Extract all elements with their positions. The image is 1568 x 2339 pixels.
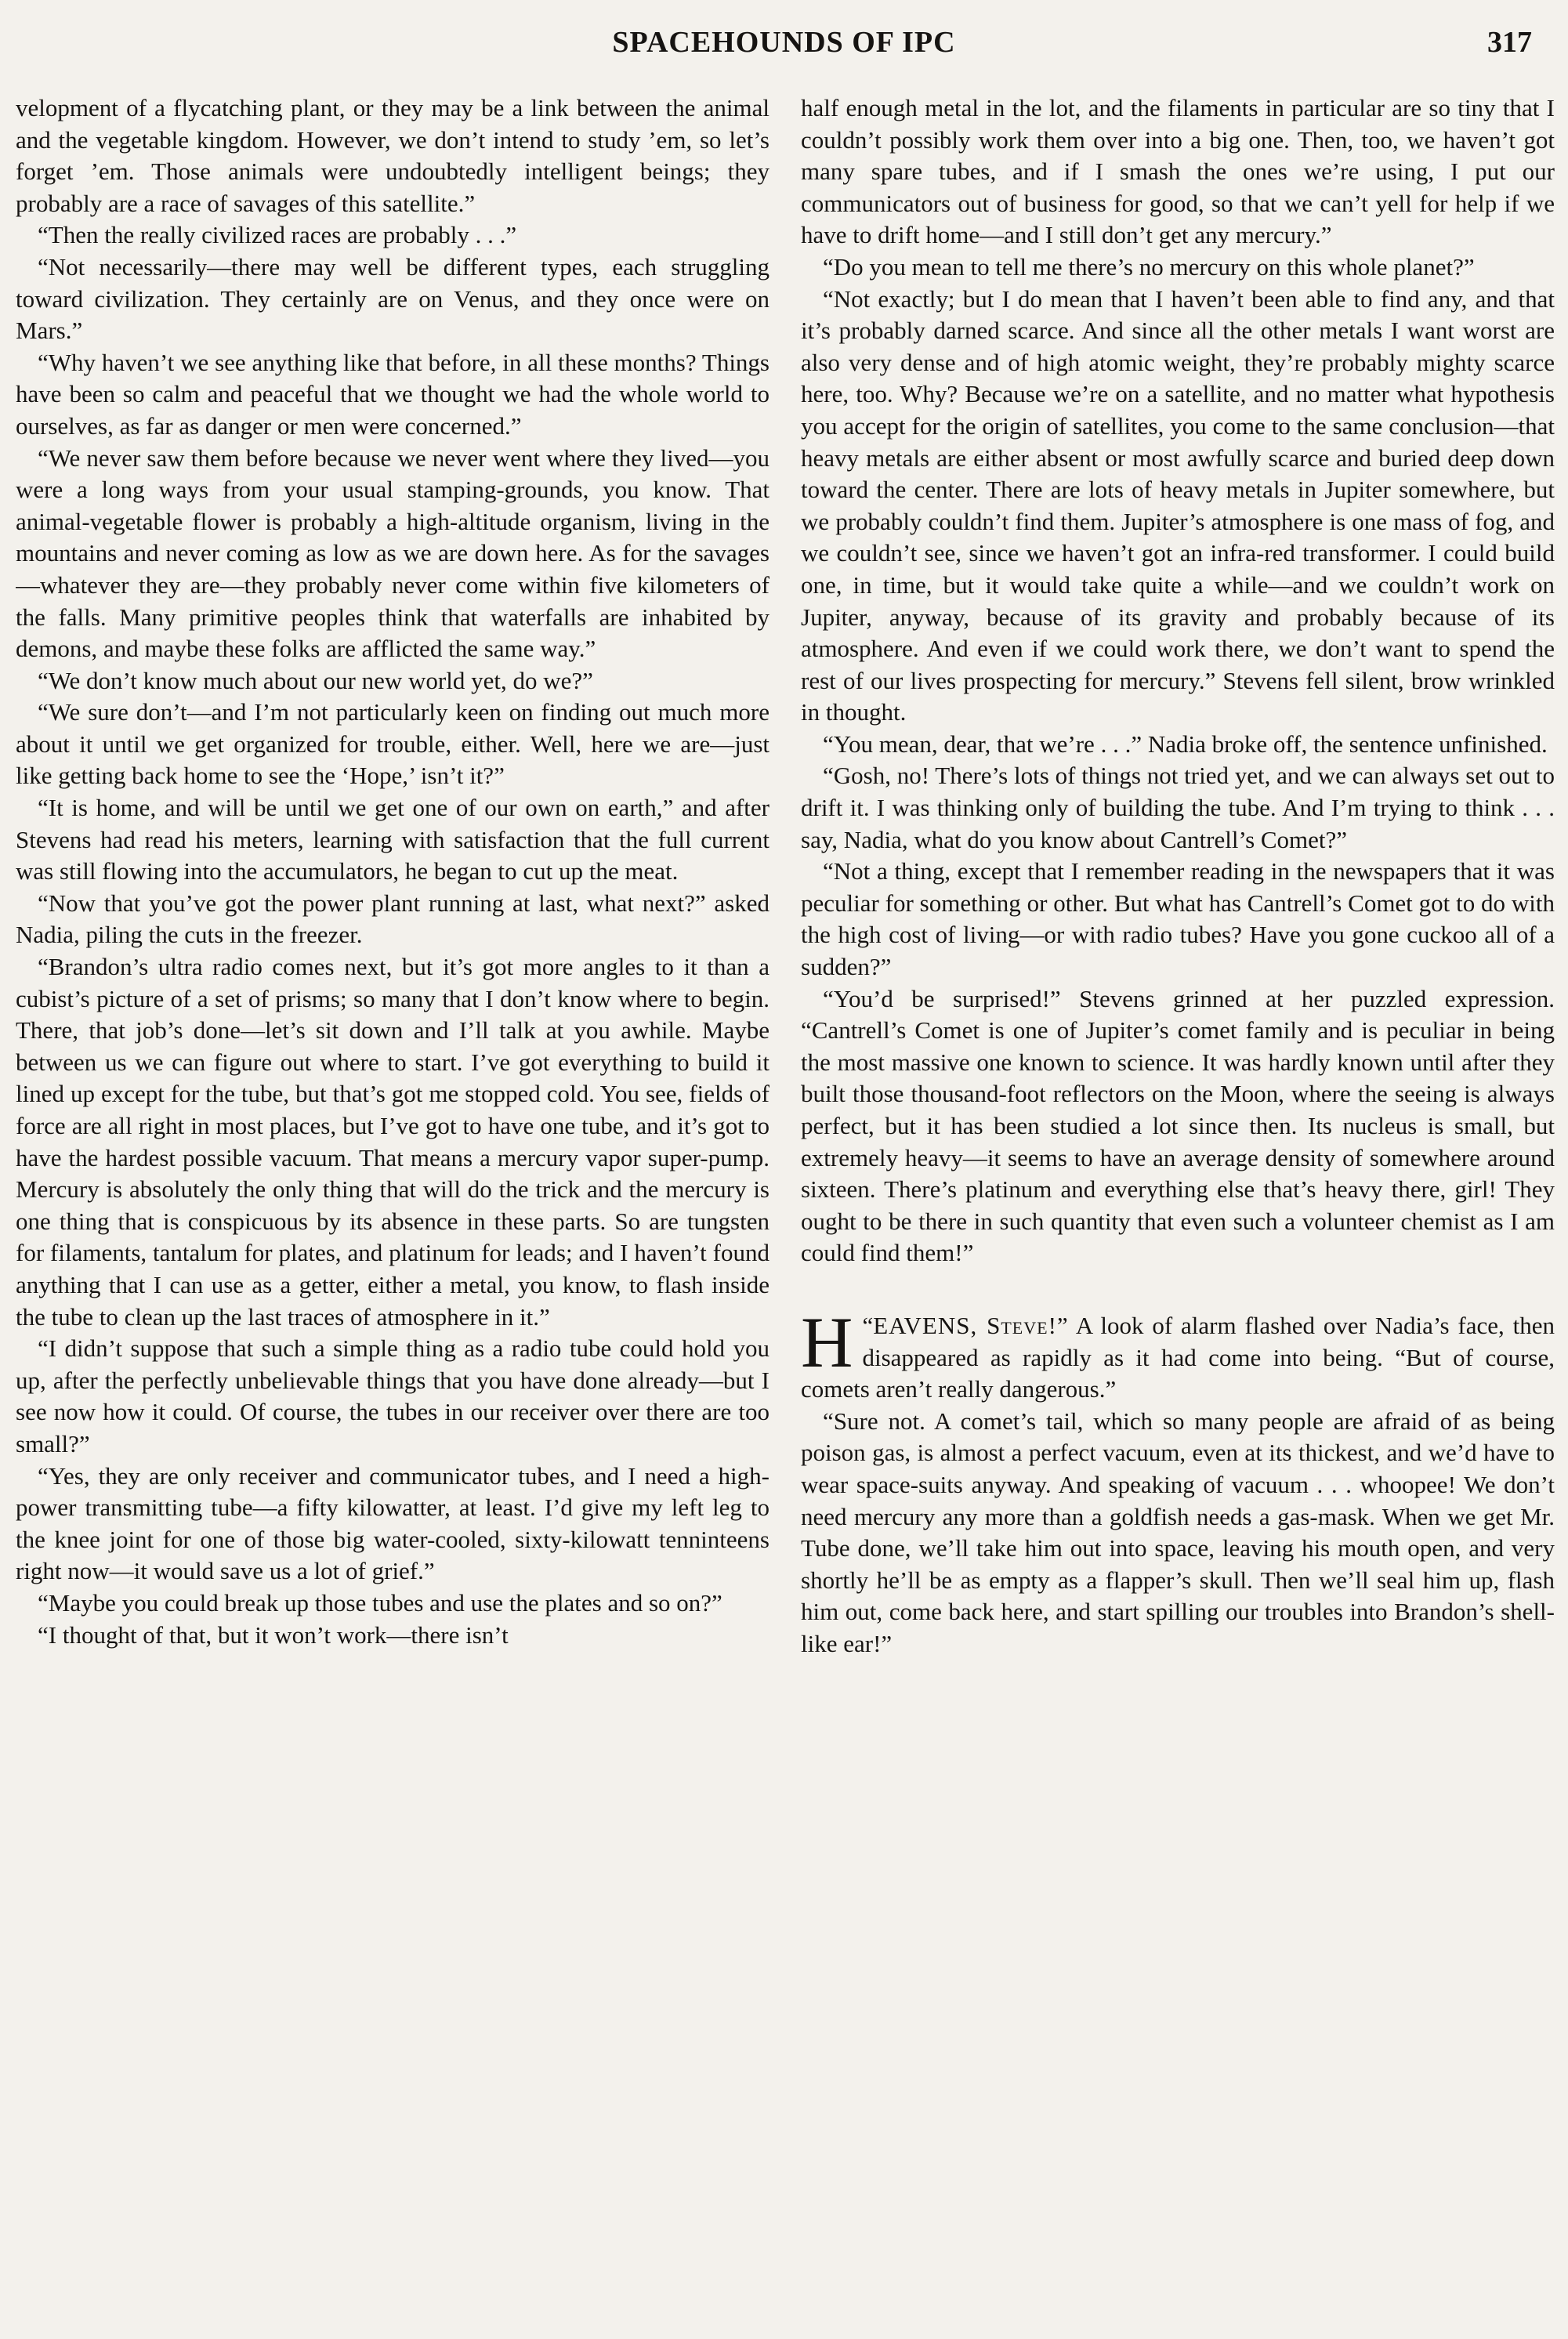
page-number: 317 <box>1487 26 1532 59</box>
small-caps-lead: EAVENS, Steve!” <box>873 1311 1069 1339</box>
paragraph: “We never saw them before because we never went where they lived—you were a long ways from your usual stamping-grounds, you know. That animal-vegetable flower is probably a high-altitude organism, living in the mountains and never coming as low as we are down here. As for the savages—whatever they are—they probably never come within five kilometers of the falls. Many primitive peoples think that waterfalls are inhabited by demons, and maybe these folks are afflicted the same way.” <box>16 444 770 663</box>
paragraph: “Not a thing, except that I remember reading in the newspapers that it was peculiar for something or other. But what has Cantrell’s Comet got to do with the high cost of living—or with radio tubes? Have you gone cuckoo all of a sudden?” <box>801 857 1555 981</box>
section-opening-paragraph <box>801 1302 1555 1406</box>
paragraph: “You’d be surprised!” Stevens grinned at her puzzled expression. “Cantrell’s Comet is one of Jupiter’s comet family and is peculiar in being the most massive one known to science. It was hardly known until after they built those thousand-foot reflectors on the Moon, where the seeing is always perfect, but it has been studied a lot since then. Its nucleus is small, but extremely heavy—it seems to have an average density of somewhere around sixteen. There’s platinum and everything else that’s heavy there, girl! They ought to be there in such quantity that even such a volunteer chemist as I am could find them!” <box>801 984 1555 1267</box>
drop-cap: H <box>801 1302 853 1382</box>
paragraph: “Why haven’t we see anything like that before, in all these months? Things have been so calm and peaceful that we thought we had the whole world to ourselves, as far as danger or men were concerned.” <box>16 348 770 440</box>
paragraph: “Gosh, no! There’s lots of things not tried yet, and we can always set out to drift it. I was thinking only of building the tube. And I’m trying to think . . . say, Nadia, what do you know about Cantrell’s Comet?” <box>801 762 1555 853</box>
paragraph: “Do you mean to tell me there’s no mercury on this whole planet?” <box>823 252 1475 281</box>
paragraph: “We don’t know much about our new world yet, do we?” <box>38 666 593 694</box>
paragraph: “Brandon’s ultra radio comes next, but it’s got more angles to it than a cubist’s picture of a set of prisms; so many that I don’t know where to begin. There, that job’s done—let’s sit down and I’ll talk at you awhile. Maybe between us we can figure out where to start. I’ve got everything to build it lined up except for the tube, but that’s got me stopped cold. You see, fields of force are all right in most places, but I’ve got to have one tube, and it’s got to have the hardest possible vacuum. That means a mercury vapor super-pump. Mercury is absolutely the only thing that will do the trick and the mercury is one thing that is conspicuous by its absence in these parts. So are tungsten for filaments, tantalum for plates, and platinum for leads; and I haven’t found anything that I can use as a getter, either a metal, you know, to flash inside the tube to clean up the last traces of atmosphere in it.” <box>16 953 770 1331</box>
paragraph: velopment of a flycatching plant, or they may be a link between the animal and the vegetable kingdom. However, we don’t intend to study ’em, so let’s forget ’em. Those animals were undoubtedly intelligent beings; they probably are a race of savages of this satellite.” <box>16 94 770 217</box>
paragraph: “Yes, they are only receiver and communicator tubes, and I need a high-power transmitting tube—a fifty kilowatter, at least. I’d give my left leg to the knee joint for one of those big water-cooled, sixty-kilowatt tenninteens right now—it would save us a lot of grief.” <box>16 1461 770 1585</box>
left-column <box>16 92 770 2326</box>
section-text: A look of alarm flashed over Nadia’s face, then disappeared as rapidly as it had come into being. “But of course, comets aren’t really dangerous.” <box>801 1311 1555 1403</box>
paragraph: “You mean, dear, that we’re . . .” Nadia broke off, the sentence unfinished. <box>823 730 1548 758</box>
paragraph: “Now that you’ve got the power plant running at last, what next?” asked Nadia, piling the cuts in the freezer. <box>16 889 770 949</box>
paragraph: “Not necessarily—there may well be different types, each struggling toward civilization. They certainly are on Venus, and they once were on Mars.” <box>16 252 770 345</box>
paragraph: “We sure don’t—and I’m not particularly keen on finding out much more about it until we get organized for trouble, either. Well, here we are—just like getting back home to see the ‘Hope,’ isn’t it?” <box>16 698 770 790</box>
paragraph: “I didn’t suppose that such a simple thing as a radio tube could hold you up, after the perfectly unbelievable things that you have done already—but I see now how it could. Of course, the tubes in our receiver over there are too small?” <box>16 1334 770 1457</box>
paragraph: “Sure not. A comet’s tail, which so many people are afraid of as being poison gas, is almost a perfect vacuum, even at its thickest, and we’d have to wear space-suits anyway. And speaking of vacuum . . . whoopee! We don’t need mercury any more than a goldfish needs a gas-mask. When we get Mr. Tube done, we’ll take him out into space, leaving his mouth open, and very shortly he’ll be as empty as a flapper’s skull. Then we’ll seal him up, flash him out, come back here, and start spilling our troubles into Brandon’s shell-like ear!” <box>801 1407 1555 1657</box>
running-header <box>0 0 1568 86</box>
running-title: SPACEHOUNDS OF IPC <box>612 26 956 59</box>
paragraph: “It is home, and will be until we get one of our own on earth,” and after Stevens had read his meters, learning with satisfaction that the full current was still flowing into the accumulators, he began to cut up the meat. <box>16 794 770 885</box>
paragraph: “I thought of that, but it won’t work—there isn’t <box>38 1620 509 1649</box>
paragraph: “Not exactly; but I do mean that I haven’t been able to find any, and that it’s probably darned scarce. And since all the other metals I want worst are also very dense and of high atomic weight, they’re probably mighty scarce here, too. Why? Because we’re on a satellite, and no matter what hypothesis you accept for the origin of satellites, you come to the same conclusion—that heavy metals are either absent or most awfully scarce and buried deep down toward the center. There are lots of heavy metals in Jupiter somewhere, but we probably couldn’t find them. Jupiter’s atmosphere is one mass of fog, and we couldn’t see, since we haven’t got an infra-red transformer. I could build one, in time, but it would take quite a while—and we couldn’t work on Jupiter, anyway, because of its gravity and probably because of its atmosphere. And even if we could work there, we don’t want to spend the rest of our lives prospecting for mercury.” Stevens fell silent, brow wrinkled in thought. <box>801 284 1555 726</box>
paragraph: half enough metal in the lot, and the filaments in particular are so tiny that I couldn’t possibly work them over into a big one. Then, too, we haven’t got many spare tubes, and if I smash the ones we’re using, I put our communicators out of business for good, so that we can’t yell for help if we have to drift home—and I still don’t get any mercury.” <box>801 94 1555 249</box>
paragraph: “Then the really civilized races are probably . . .” <box>38 221 517 249</box>
paragraph: “Maybe you could break up those tubes and use the plates and so on?” <box>38 1588 722 1617</box>
right-column <box>801 92 1555 2326</box>
open-quote: “ <box>862 1311 874 1339</box>
